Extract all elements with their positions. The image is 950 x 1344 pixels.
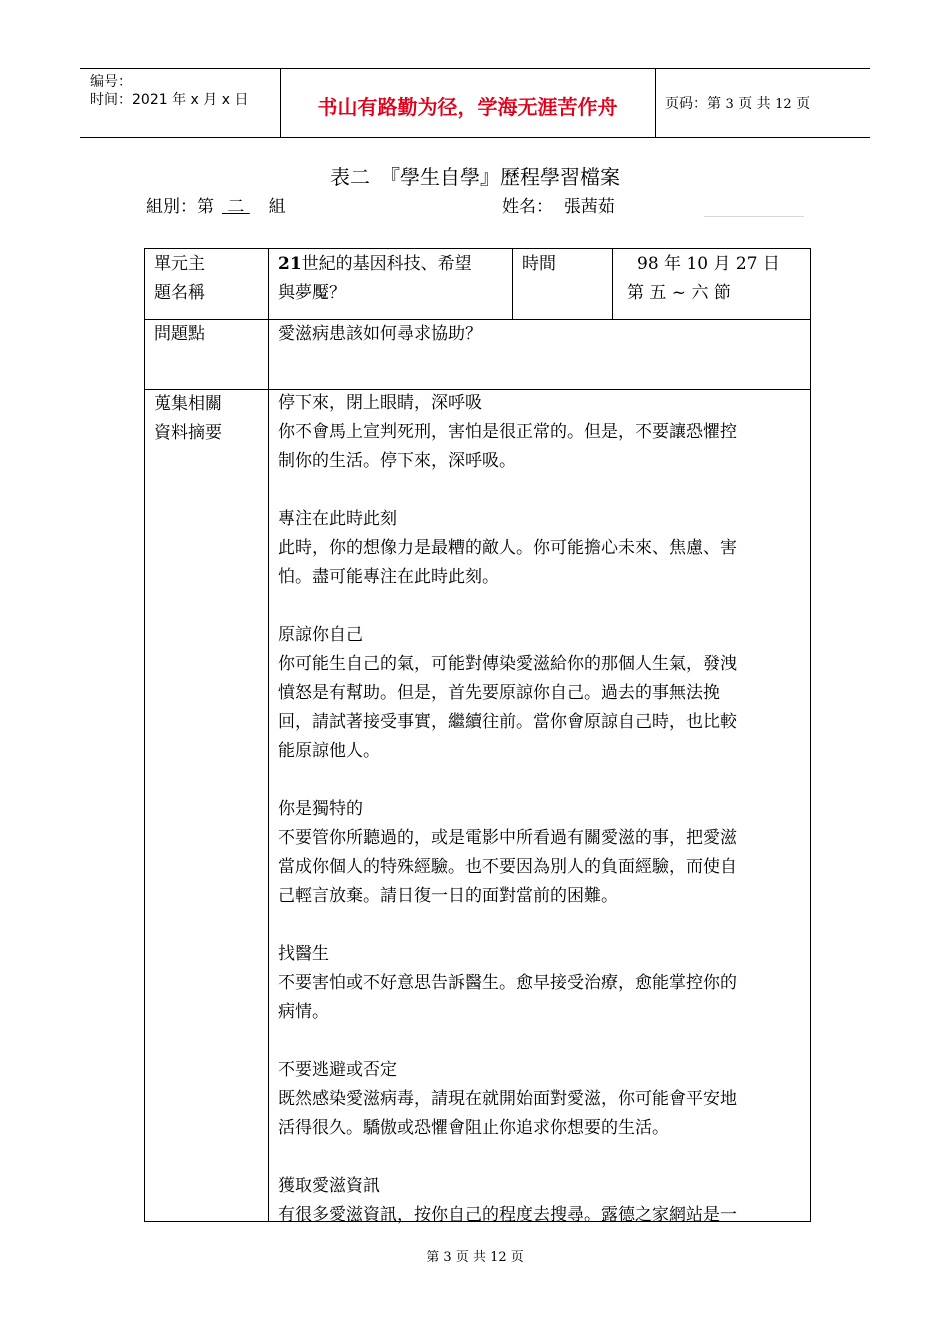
group-suffix: 組 (268, 197, 286, 217)
summary-content (278, 389, 803, 1230)
question-value: 愛滋病患該如何尋求協助？ (278, 324, 482, 344)
header-page-number (665, 93, 810, 113)
name-label: 姓名： (502, 197, 553, 217)
question-label: 問題點 (154, 324, 205, 344)
summary-section (278, 795, 803, 911)
name-field (502, 192, 615, 217)
section-heading: 找醫生 (278, 944, 329, 964)
summary-section (278, 505, 803, 592)
page-prefix: 页码：第 (665, 96, 721, 112)
page-header (80, 68, 870, 138)
unit-label: 單元主 題名稱 (154, 254, 205, 303)
header-info (90, 73, 248, 109)
section-line: 不要害怕或不好意思告訴醫生。愈早接受治療，愈能掌控你的 (278, 973, 737, 993)
document-title: 表二 『學生自學』歷程學習檔案 (330, 165, 620, 189)
page-footer: 第 3 页 共 12 页 (426, 1250, 524, 1265)
date-value: 98 年 10 月 27 日 第 五 ~ 六 節 (627, 254, 780, 303)
section-heading: 你是獨特的 (278, 799, 363, 819)
summary-section (278, 621, 803, 766)
page-total: 12 (775, 97, 792, 112)
col-divider (268, 249, 269, 1221)
section-line: 活得很久。驕傲或恐懼會阻止你追求你想要的生活。 (278, 1118, 669, 1138)
summary-section (278, 1172, 803, 1230)
page-suffix: 页 (796, 96, 811, 112)
page-mid: 页 共 (738, 96, 771, 112)
col-divider (512, 249, 513, 319)
section-heading: 專注在此時此刻 (278, 509, 397, 529)
summary-section (278, 1056, 803, 1143)
section-line: 怕。盡可能專注在此時此刻。 (278, 567, 499, 587)
learning-record-table (144, 248, 811, 1225)
section-heading: 原諒你自己 (278, 625, 363, 645)
group-field (146, 192, 286, 217)
group-label: 組別：第 (146, 197, 214, 217)
col-divider (612, 249, 613, 319)
section-line: 能原諒他人。 (278, 741, 380, 761)
summary-label: 蒐集相關 資料摘要 (154, 394, 222, 443)
section-heading: 獲取愛滋資訊 (278, 1176, 380, 1196)
section-line: 憤怒是有幫助。但是，首先要原諒你自己。過去的事無法挽 (278, 683, 720, 703)
section-line: 既然感染愛滋病毒，請現在就開始面對愛滋，你可能會平安地 (278, 1089, 737, 1109)
section-heading: 停下來，閉上眼睛，深呼吸 (278, 393, 482, 413)
time-label: 时间：2021 年 x 月 x 日 (90, 92, 249, 108)
section-line: 回，請試著接受事實，繼續往前。當你會原諒自己時，也比較 (278, 712, 737, 732)
summary-section (278, 940, 803, 1027)
time-label-cell: 時間 (522, 254, 556, 274)
section-line: 病情。 (278, 1002, 329, 1022)
summary-section (278, 389, 803, 476)
section-line: 制你的生活。停下來，深呼吸。 (278, 451, 516, 471)
section-line: 此時，你的想像力是最糟的敵人。你可能擔心未來、焦慮、害 (278, 538, 737, 558)
section-line: 有很多愛滋資訊，按你自己的程度去搜尋。露德之家網站是一 (278, 1205, 737, 1225)
section-line: 你可能生自己的氣，可能對傳染愛滋給你的那個人生氣，發洩 (278, 654, 737, 674)
section-line: 不要管你所聽過的，或是電影中所看過有關愛滋的事，把愛滋 (278, 828, 737, 848)
section-line: 當成你個人的特殊經驗。也不要因為別人的負面經驗，而使自 (278, 857, 737, 877)
group-value: 二 (227, 197, 245, 217)
page-num: 3 (725, 97, 734, 112)
section-line: 你不會馬上宣判死刑，害怕是很正常的。但是，不要讓恐懼控 (278, 422, 737, 442)
unit-value: 21世紀的基因科技、希望 與夢魘？ (278, 254, 472, 303)
name-value: 張茜茹 (563, 197, 615, 217)
header-motto: 书山有路勤为径，学海无涯苦作舟 (317, 95, 618, 119)
section-heading: 不要逃避或否定 (278, 1060, 397, 1080)
code-label: 编号： (90, 74, 132, 90)
section-line: 己輕言放棄。請日復一日的面對當前的困難。 (278, 886, 618, 906)
header-divider (655, 69, 656, 137)
signature-line (704, 216, 804, 217)
